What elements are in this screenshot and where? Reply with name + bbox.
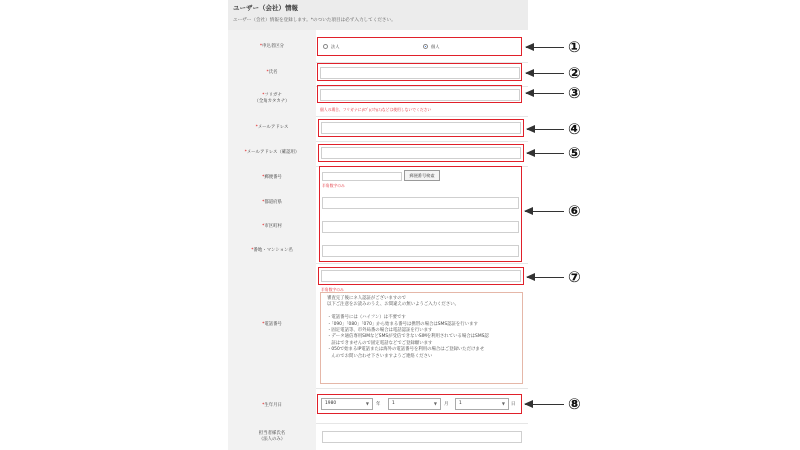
callout-arrow-2 bbox=[526, 73, 564, 74]
callout-arrow-1 bbox=[526, 47, 564, 48]
form-description: ユーザー（会社）情報を登録します。*のついた項目は必ず入力してください。 bbox=[233, 18, 396, 23]
birth-day-select[interactable]: 1 ▼ bbox=[455, 398, 509, 410]
birth-month-select[interactable]: 1 ▼ bbox=[388, 398, 441, 410]
email-label: *メールアドレス bbox=[255, 125, 289, 130]
row-divider bbox=[316, 388, 528, 389]
applicant-type-label: *申込者区分 bbox=[259, 44, 285, 49]
callout-number-1: ① bbox=[568, 38, 581, 56]
callout-arrow-8 bbox=[525, 404, 564, 405]
phone-info-line: 証はできませんので固定電話などでご登録願います bbox=[327, 340, 433, 346]
city-label: *市区町村 bbox=[262, 224, 282, 229]
highlight-box-7 bbox=[318, 267, 524, 285]
callout-arrow-6 bbox=[525, 211, 564, 212]
radio-corporate-label: 法人 bbox=[331, 44, 340, 49]
name-label: *氏名 bbox=[266, 70, 278, 75]
chevron-down-icon: ▼ bbox=[433, 401, 437, 406]
callout-number-8: ⑧ bbox=[568, 395, 581, 413]
postal-search-button[interactable]: 郵便番号検索 bbox=[404, 170, 440, 181]
row-divider bbox=[316, 116, 528, 117]
callout-arrow-5 bbox=[527, 153, 564, 154]
phone-info-line: ・「090」「080」「070」から始まる番号は携帯の場合はSMS認証を行います bbox=[327, 321, 478, 327]
birth-day-unit: 日 bbox=[511, 402, 516, 407]
representative-input[interactable] bbox=[322, 431, 522, 443]
callout-number-7: ⑦ bbox=[568, 268, 581, 286]
phone-label: *電話番号 bbox=[262, 322, 282, 327]
furigana-label: *フリガナ （全角カタカナ） bbox=[254, 93, 290, 104]
callout-number-6: ⑥ bbox=[568, 202, 581, 220]
furigana-note: 個人の場合、フリガナに(ｶﾌﾞ)(ﾕｳ)(ﾕ)などは使用しないでください bbox=[320, 107, 432, 112]
form-title: ユーザー（会社）情報 bbox=[233, 4, 298, 12]
phone-info-line: ・固定電話等、市外局番の場合は電話認証を行います bbox=[327, 328, 433, 334]
highlight-box-6 bbox=[319, 166, 522, 262]
email-confirm-label: *メールアドレス（確認用） bbox=[244, 150, 300, 155]
chevron-down-icon: ▼ bbox=[501, 401, 505, 406]
callout-arrow-7 bbox=[527, 277, 564, 278]
highlight-box-2 bbox=[317, 63, 522, 81]
birth-year-unit: 年 bbox=[376, 402, 381, 407]
callout-arrow-4 bbox=[527, 129, 564, 130]
phone-info-line: んのでお問い合わせ下さいますようご連絡ください bbox=[327, 353, 433, 359]
phone-info-box bbox=[320, 292, 523, 384]
phone-info-line: ・050で始まるIP電話または海外の電話番号を利用の場合はご登録いただけませ bbox=[327, 347, 485, 353]
postal-code-note: 半角数字のみ bbox=[322, 183, 345, 188]
prefecture-label: *都道府県 bbox=[262, 200, 282, 205]
street-label: *番地・マンション名 bbox=[251, 248, 293, 253]
representative-label: 担当者様氏名 （法人のみ） bbox=[258, 431, 286, 442]
birth-month-unit: 月 bbox=[444, 402, 449, 407]
callout-number-5: ⑤ bbox=[568, 144, 581, 162]
callout-number-4: ④ bbox=[568, 120, 581, 138]
chevron-down-icon: ▼ bbox=[365, 401, 369, 406]
registration-form bbox=[228, 0, 528, 450]
postal-code-label: *郵便番号 bbox=[262, 175, 282, 180]
highlight-box-5 bbox=[318, 144, 524, 162]
radio-individual-label: 個人 bbox=[431, 44, 440, 49]
phone-info-line: ・電話番号には（ハイフン）は不要です bbox=[327, 315, 406, 321]
callout-number-2: ② bbox=[568, 64, 581, 82]
row-divider bbox=[316, 141, 528, 142]
row-divider bbox=[316, 423, 528, 424]
highlight-box-4 bbox=[318, 119, 524, 137]
birth-date-label: *生年月日 bbox=[262, 403, 282, 408]
row-divider bbox=[316, 263, 528, 264]
callout-arrow-3 bbox=[526, 93, 564, 94]
phone-info-line: ・データ通信専用SIMなどSMSが受信できないSIMを利用されている場合はSMS認 bbox=[327, 334, 489, 340]
highlight-box-8 bbox=[317, 394, 522, 414]
highlight-box-1 bbox=[317, 37, 522, 56]
highlight-box-3 bbox=[317, 85, 522, 103]
callout-number-3: ③ bbox=[568, 84, 581, 102]
birth-year-select[interactable]: 1980 ▼ bbox=[321, 398, 373, 410]
phone-note: 半角数字のみ bbox=[321, 287, 344, 292]
phone-info-line: 以下ご注意をお読みのうえ、お間違えの無いようご入力ください。 bbox=[327, 302, 459, 308]
form-header bbox=[228, 0, 528, 30]
phone-info-line: 審査完了後にネ人認証がございますので bbox=[327, 296, 407, 301]
